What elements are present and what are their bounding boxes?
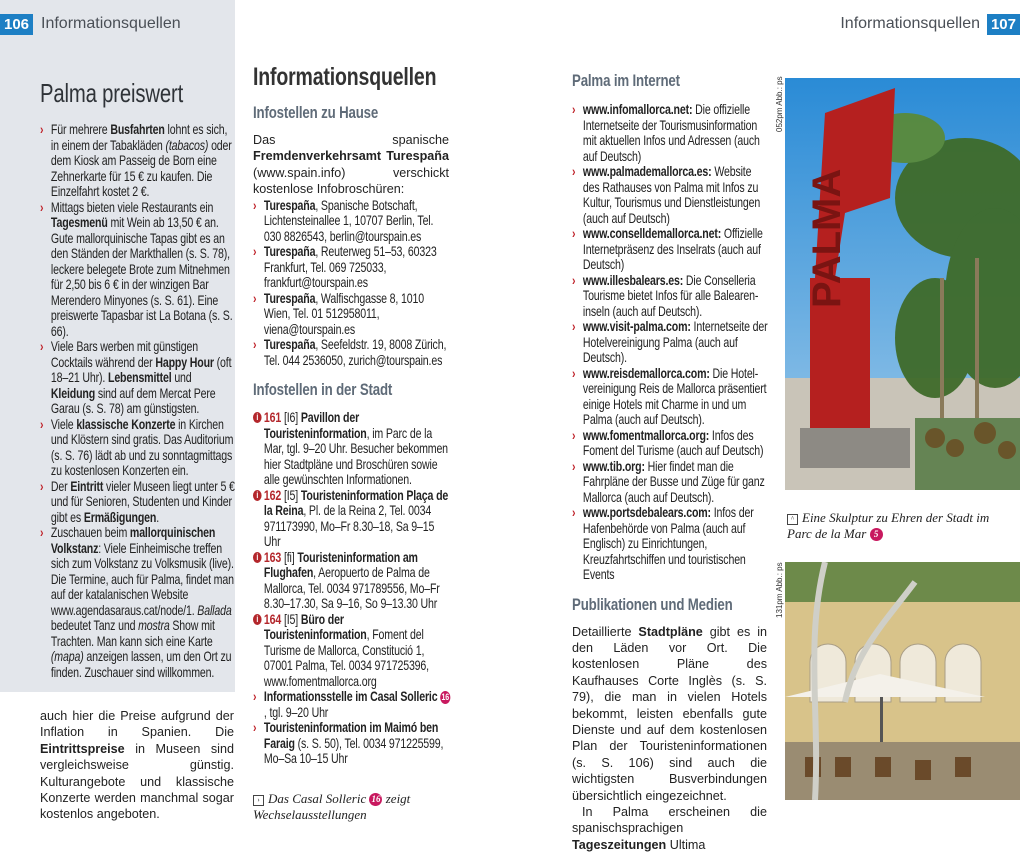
bold-text: www.conselldemallorca.net:	[582, 226, 722, 241]
chevron-right-icon: ›	[40, 478, 44, 494]
text: vieler Museen liegt unter 5 € und für Senioren, Studenten und Kinder gibt es	[50, 478, 235, 525]
internet-list	[572, 102, 769, 583]
italic-text: (mapa)	[50, 649, 84, 664]
right-text-column	[572, 71, 769, 853]
text: , Foment del Turisme de Mallorca, Constitució 1, 07001 Palma, Tel. 0034 971725396, www.fomentmallorca.org	[263, 627, 429, 689]
text: Das Casal Solleric	[268, 790, 370, 806]
text: Die offizielle Internetseite der Tourismusinformation mit aktuellen Infos und Adressen (auch auf Deutsch)	[582, 102, 760, 164]
map-grid-ref: [I6]	[283, 410, 301, 426]
text: Infos des Foment del Turisme (auch auf Deutsch)	[582, 427, 764, 458]
info-number: 163	[263, 549, 284, 565]
bold-text: Busfahrten	[110, 122, 165, 137]
text: Die Conselleria Tourisme bietet Infos für alle Baleareninseln (auch auf Deutsch).	[582, 272, 759, 319]
text: Zuschauen beim	[50, 525, 130, 540]
bold-text: Turespaña	[263, 337, 316, 353]
text: Viele	[50, 416, 77, 432]
info-icon: i	[253, 490, 262, 501]
text: , tgl. 9–20 Uhr	[263, 704, 329, 720]
text: Hier findet man die Fahrpläne der Busse und Züge für ganz Mallorca (auch auf Deutsch).	[582, 458, 765, 505]
chevron-right-icon: ›	[572, 272, 576, 288]
bold-text: www.portsdebalears.com:	[582, 505, 711, 520]
subheading-publications: Publikationen und Medien	[572, 594, 733, 614]
caption-arrow-icon: ›	[253, 795, 264, 806]
info-office-item	[253, 550, 452, 612]
text: Für mehrere	[50, 122, 111, 137]
middle-column	[253, 64, 453, 823]
text: auch hier die Preise aufgrund der Inflation in Spanien. Die	[40, 709, 234, 740]
text: bedeutet Tanz und	[50, 618, 139, 633]
list-item	[40, 200, 235, 340]
bold-text: Lebensmittel	[107, 370, 172, 385]
bold-text: www.palmademallorca.es:	[582, 164, 712, 179]
chevron-right-icon: ›	[572, 102, 576, 117]
bold-text: Pavillon der Touristeninformation	[263, 410, 367, 441]
list-item	[40, 479, 235, 526]
bold-text: mallorquinischen Volkstanz	[50, 525, 216, 556]
text: , Aeropuerto de Palma de Mallorca, Tel. 0034 971789556, Mo–Fr 8.30–17.30, Sa 9–16, So 9–13.30 Uhr	[263, 565, 440, 612]
chevron-right-icon: ›	[40, 339, 44, 354]
text: Der	[50, 478, 71, 494]
text: mit Wein ab 13,50 € an. Gute mallorquinische Tapas gibt es an den Ständen der Markthallen (s. S. 78), leckere belegete Brote zum Mitnehmen für 2,50 bis 6 € in der winzigen Bar Merendero Minyones (s. S. 61). Eine preiswerte Tapasbar ist La Botana (s. S. 66).	[50, 215, 233, 339]
text: anzeigen lassen, um den Ort zu finden. Zuschauer sind willkommen.	[50, 649, 232, 680]
list-item	[253, 337, 452, 368]
bold-text: Kleidung	[50, 385, 96, 401]
text: sind auf dem Mercat Pere Garau (s. S. 78) am günstigsten.	[50, 385, 216, 416]
bold-text: Touristeninformation im Maimó ben Faraig	[263, 720, 439, 751]
text: Das spanische	[253, 133, 449, 147]
text: , Seefeldstr. 19, 8008 Zürich, Tel. 044 2536050, zurich@tourspain.es	[263, 337, 447, 368]
italic-text: mostra	[138, 618, 170, 633]
chevron-right-icon: ›	[253, 689, 257, 705]
map-number-badge: 16	[371, 793, 381, 804]
text: Internetseite der Hotelvereinigung Palma (auch auf Deutsch).	[582, 319, 768, 365]
map-grid-ref: [I5]	[283, 611, 301, 627]
chevron-right-icon: ›	[253, 244, 257, 260]
info-icon: i	[253, 614, 262, 625]
text: , Spanische Botschaft, Lichtensteinallee 1, 10707 Berlin, Tel. 030 8826543, berlin@tourspain.es	[263, 197, 434, 244]
bold-text: www.infomallorca.net:	[582, 102, 693, 117]
intro-text	[253, 132, 449, 198]
home-list	[253, 198, 452, 369]
text: Mittags bieten viele Restaurants ein	[50, 199, 214, 215]
list-item	[253, 198, 452, 245]
list-item	[253, 291, 452, 338]
photo-credit-1: 052pm Abb.: ps	[775, 76, 784, 132]
bold-text: Eintrittspreise	[40, 741, 125, 756]
info-icon: i	[253, 412, 262, 423]
info-number: 164	[263, 611, 284, 627]
list-item	[572, 366, 769, 428]
list-item	[572, 319, 769, 366]
text: Die Hotelvereinigung Reis de Mallorca präsentiert einige Hotels mit Charme in und um Palma (auch auf Deutsch).	[582, 365, 767, 427]
text: : Viele Einheimische treffen sich zum Volkstanz zu Volksmusik (live). Die Termine, auch für Palma, findet man auf der katalanischen Website www.agendasaraus.cat/node/1.	[50, 540, 234, 618]
map-grid-ref: [fi]	[283, 549, 298, 565]
chevron-right-icon: ›	[253, 290, 257, 306]
caption-sculpture-text	[787, 510, 989, 541]
subheading-city: Infostellen in der Stadt	[253, 380, 393, 400]
bold-text: Turespaña	[263, 197, 316, 213]
text: Website des Rathauses von Palma mit Infos zu Kultur, Tourismus und Dienstleistungen (auch auf Deutsch)	[582, 164, 761, 226]
city-list	[253, 689, 452, 767]
bold-text: Informationsstelle im Casal Solleric	[263, 689, 438, 705]
page-number-right: 107	[987, 14, 1020, 35]
text: Viele Bars werben mit günstigen Cocktails während der	[50, 339, 198, 370]
map-number-badge: 16	[441, 692, 450, 703]
text: , Pl. de la Reina 2, Tel. 0034 971173990, Mo–Fr 8.30–18, Sa 9–15 Uhr	[263, 503, 435, 550]
text: Infos der Hafenbehörde von Palma (auch auf Englisch) zu Einrichtungen, Kreuzfahrtschiffen und touristischen Events	[582, 505, 754, 582]
italic-text: (tabacos)	[165, 137, 209, 153]
text: und	[171, 370, 192, 385]
text: Ultima	[666, 837, 706, 852]
text: , Walfischgasse 8, 1010 Wien, Tel. 01 512958011, viena@tourspain.es	[263, 290, 424, 337]
running-head-right: Informationsquellen	[840, 15, 980, 32]
text: in Museen sind vergleichsweise günstig. Kulturangebote und klassische Konzerte werden manchmal sogar kostenlos angeboten.	[40, 741, 234, 822]
caption-sculpture	[787, 510, 1017, 542]
section-title: Informationsquellen	[253, 63, 437, 91]
bold-text: Eintritt	[70, 478, 104, 494]
chevron-right-icon: ›	[572, 505, 576, 520]
left-column	[0, 0, 235, 823]
text: gibt es in den Läden vor Ort. Die kostenlosen Pläne des Kaufhauses Corte Inglès (s. S. 79), die man in vielen Hotels bekommt, leisten ebenfalls gute Dienste und auf dem kostenlosen Plan der Touristeninformationen (s. S. 106) sind auch die wichtigsten Busverbindungen übersichtlich eingezeichnet.	[572, 624, 767, 803]
chevron-right-icon: ›	[253, 720, 257, 736]
body-text-left	[40, 708, 234, 823]
bold-text: Turespaña	[263, 290, 316, 306]
city-info-list	[253, 410, 452, 689]
chevron-right-icon: ›	[40, 122, 44, 137]
chevron-right-icon: ›	[572, 226, 576, 241]
info-icon: i	[253, 552, 262, 563]
text: Offizielle Internetpräsenz des Inselrats (auch auf Deutsch)	[582, 226, 763, 272]
bold-text: www.tib.org:	[582, 458, 645, 474]
bold-text: Touristeninformation am Flughafen	[263, 549, 418, 581]
list-item	[572, 102, 769, 164]
text: oder dem Kiosk am Passeig de Born eine Zehnerkarte für 15 € zu kaufen. Die Einzelfahrt kostet 2 €.	[50, 137, 232, 199]
italic-text: Ballada	[197, 602, 232, 618]
list-item	[253, 689, 452, 720]
sidebar-box	[0, 0, 235, 692]
publications-para	[572, 624, 767, 804]
map-number-badge: 5	[870, 528, 883, 541]
chevron-right-icon: ›	[253, 197, 257, 213]
map-grid-ref: [I5]	[283, 487, 301, 503]
text: (s. S. 50), Tel. 0034 971225599, Mo–Sa 10–15 Uhr	[263, 735, 444, 767]
bold-text: Tageszeitungen	[572, 837, 667, 852]
list-item	[40, 122, 235, 200]
caption-casal	[253, 791, 453, 823]
sidebar-title: Palma preiswert	[40, 78, 184, 108]
sidebar-list	[40, 122, 235, 680]
info-office-item	[253, 612, 452, 690]
photo-palma-sculpture	[785, 78, 1020, 490]
page-number-left: 106	[0, 14, 33, 35]
chevron-right-icon: ›	[572, 458, 576, 474]
chevron-right-icon: ›	[572, 427, 576, 443]
bold-text: www.visit-palma.com:	[582, 319, 691, 334]
info-office-item	[253, 488, 452, 550]
bold-text: klassische Konzerte	[76, 416, 176, 432]
bold-text: Tagesmenü	[50, 215, 108, 230]
text: in Kirchen und Klöstern sind gratis. Das Auditorium (s. S. 76) lädt ab und zu sonntagmittags zu kostenlosen Konzerten ein.	[50, 416, 234, 478]
caption-text	[253, 791, 410, 822]
text: Eine Skulptur zu Ehren der Stadt im Parc de la Mar	[787, 510, 990, 541]
bold-text: Turespaña	[263, 244, 316, 260]
text: (oft 18–21 Uhr).	[50, 354, 232, 385]
list-item	[572, 164, 769, 226]
list-item	[40, 417, 235, 479]
text: (www.spain.info) verschickt kostenlose Infobroschüren:	[253, 165, 449, 197]
info-office-item	[253, 410, 452, 488]
text: .	[156, 509, 160, 525]
list-item	[572, 428, 769, 459]
list-item	[572, 226, 769, 273]
caption-up-icon: ^	[787, 514, 798, 525]
bold-text: Fremdenverkehrsamt Turespaña	[253, 149, 449, 164]
chevron-right-icon: ›	[40, 525, 44, 540]
sculpture-lettering: PALMA	[805, 168, 849, 308]
subheading-home: Infostellen zu Hause	[253, 103, 379, 122]
text: , im Parc de la Mar, tgl. 9–20 Uhr. Besucher bekommen hier Stadtpläne und Broschüren sowie alle gewünschten Informationen.	[263, 425, 448, 488]
chevron-right-icon: ›	[253, 337, 257, 353]
bold-text: www.illesbalears.es:	[582, 272, 684, 288]
photo-casal-cafe	[785, 562, 1020, 800]
list-item	[253, 720, 452, 767]
publications-para-2	[572, 804, 767, 853]
photo-credit-2: 131pm Abb.: ps	[775, 562, 784, 618]
list-item	[40, 339, 235, 417]
list-item	[253, 244, 452, 291]
bold-text: Happy Hour	[155, 354, 214, 370]
bold-text: Touristeninformation Plaça de la Reina	[263, 487, 449, 519]
list-item	[572, 273, 769, 320]
chevron-right-icon: ›	[572, 365, 576, 381]
list-item	[40, 525, 235, 680]
bold-text: www.reisdemallorca.com:	[582, 365, 710, 381]
list-item	[572, 505, 769, 583]
chevron-right-icon: ›	[40, 416, 44, 432]
subheading-internet: Palma im Internet	[572, 71, 680, 90]
text: Show mit Trachten. Man kann sich eine Karte	[50, 618, 215, 649]
bold-text: Stadtpläne	[638, 624, 703, 639]
running-head-left: Informationsquellen	[41, 15, 181, 32]
bold-text: www.fomentmallorca.org:	[582, 427, 710, 443]
list-item	[572, 459, 769, 506]
info-number: 162	[263, 487, 284, 503]
bold-text: Büro der Touristeninformation	[263, 611, 367, 643]
text: lohnt es sich, in einem der Tabakläden	[50, 122, 228, 153]
bold-text: Ermäßigungen	[83, 509, 157, 525]
text: , Reuterweg 51–53, 60323 Frankfurt, Tel. 069 725033, frankfurt@tourspain.es	[263, 244, 437, 291]
text: Detaillierte	[572, 624, 639, 639]
chevron-right-icon: ›	[40, 199, 44, 215]
text: zeigt Wechselausstellungen	[253, 790, 411, 822]
chevron-right-icon: ›	[572, 164, 576, 179]
info-number: 161	[263, 410, 284, 426]
chevron-right-icon: ›	[572, 319, 576, 334]
text: In Palma erscheinen die spanischsprachigen	[572, 804, 767, 836]
